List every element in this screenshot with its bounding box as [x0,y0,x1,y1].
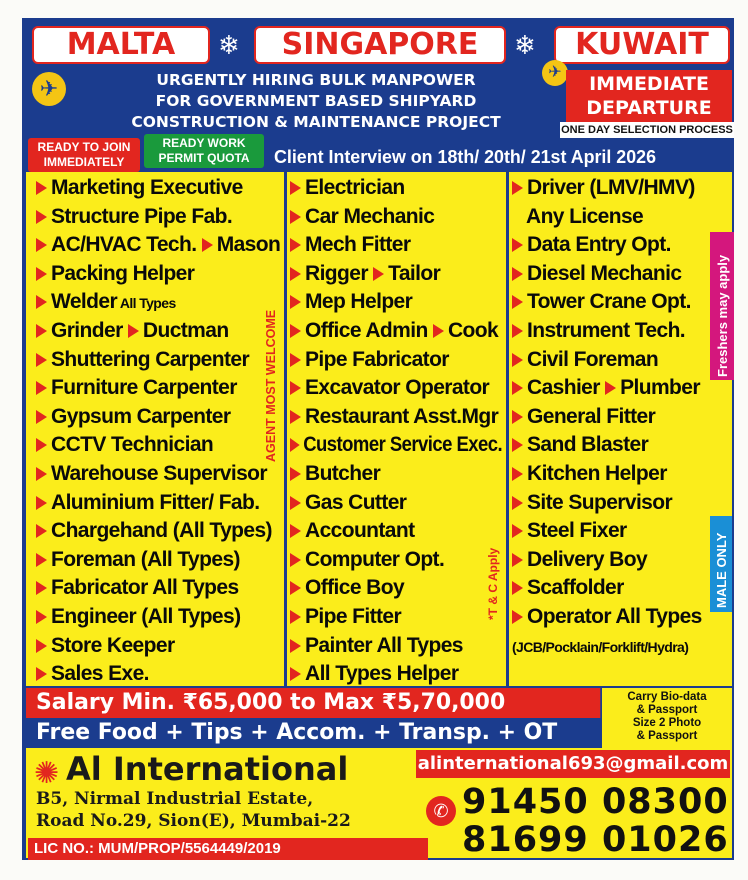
job-item [512,574,702,603]
job-item [290,203,531,232]
job-title: Welder [51,290,118,314]
job-title: Office Boy [305,576,405,600]
job-title: Furniture Carpenter [51,376,237,400]
company-address [36,788,351,832]
bullet-triangle-icon [36,210,47,224]
job-item [36,517,280,546]
job-title: Sand Blaster [527,433,649,457]
job-title: Store Keeper [51,633,175,657]
job-title: Any License [526,204,644,228]
bullet-triangle-icon [512,381,523,395]
benefits: Free Food + Tips + Accom. + Transp. + OT [26,718,600,748]
bullet-triangle-icon [290,438,300,452]
job-item [36,374,280,403]
job-item [512,632,702,661]
bullet-triangle-icon [433,324,444,338]
job-title: Customer Service Exec. [303,433,503,457]
bullet-triangle-icon [36,238,47,252]
job-item [290,489,531,518]
jobs-column-1 [36,174,280,689]
bullet-triangle-icon [290,553,301,567]
male-only-label: MALE ONLY [714,532,729,608]
interview-dates: Client Interview on 18th/ 20th/ 21st April 2026 [274,147,656,167]
bullet-triangle-icon [290,353,301,367]
job-item [290,660,531,689]
bullet-triangle-icon [36,667,47,681]
bullet-triangle-icon [290,295,301,309]
ready-to-join-badge [28,138,140,172]
job-item [512,260,702,289]
job-title: All Types Helper [305,662,459,686]
badge-line: IMMEDIATE [589,73,709,95]
job-title: Ductman [142,318,229,342]
agent-welcome-label: AGENT MOST WELCOME [264,309,278,462]
job-item [290,346,531,375]
note-line: & Passport [636,730,698,742]
bullet-triangle-icon [36,581,47,595]
job-title: CCTV Technician [51,433,214,457]
bullet-triangle-icon [512,524,523,538]
bullet-triangle-icon [128,324,139,338]
bullet-triangle-icon [512,353,523,367]
contact-section [26,748,732,858]
job-item [512,431,702,460]
job-title: General Fitter [527,404,656,428]
job-title: Electrician [305,176,405,199]
job-title: Scaffolder [527,576,624,600]
badge-line: PERMIT QUOTA [158,151,250,165]
bullet-triangle-icon [290,210,301,224]
freshers-tag [710,232,734,380]
jobs-column-3 [512,174,702,660]
note-line: Size 2 Photo [632,717,702,729]
documents-note [602,688,732,748]
job-item [290,288,531,317]
headline-line: URGENTLY HIRING BULK MANPOWER [156,71,476,89]
job-item [290,231,531,260]
bullet-triangle-icon [290,238,301,252]
job-item [290,403,531,432]
headline-line: FOR GOVERNMENT BASED SHIPYARD [155,92,477,110]
headline [96,70,536,133]
job-title: Tower Crane Opt. [527,290,691,314]
jobs-panel [26,172,732,686]
job-title: Chargehand (All Types) [51,519,272,543]
job-title: Operator All Types [527,604,702,628]
job-title: Restaurant Asst.Mgr [305,404,499,428]
job-item [36,174,280,203]
job-item [512,203,702,232]
job-title: Fabricator All Types [51,576,239,600]
freshers-label: Freshers may apply [715,254,730,377]
job-item [290,460,531,489]
bullet-triangle-icon [36,353,47,367]
bullet-triangle-icon [512,181,523,195]
job-title: Mep Helper [305,290,413,314]
phone-number-1[interactable]: 91450 08300 [462,782,729,822]
bullet-triangle-icon [36,324,47,338]
job-title: Tailor [388,261,441,285]
job-item [290,374,531,403]
job-title: Gas Cutter [305,490,407,514]
column-divider [284,172,287,686]
company-name-text: Al International [66,750,349,788]
job-item [290,517,531,546]
job-item [290,431,502,460]
bullet-triangle-icon [290,381,301,395]
globe-icon: ✺ [34,756,60,791]
bullet-triangle-icon [290,639,301,653]
male-only-tag [710,516,732,612]
job-item [512,603,702,632]
snowflake-icon: ❄ [514,30,536,60]
bullet-triangle-icon [512,295,523,309]
job-title: Instrument Tech. [527,318,686,342]
bullet-triangle-icon [512,496,523,510]
bullet-triangle-icon [290,610,301,624]
note-line: & Passport [636,704,698,716]
badge-line: DEPARTURE [586,97,712,119]
immediate-departure-badge [566,70,732,122]
job-title: Plumber [620,376,700,400]
bullet-triangle-icon [36,181,47,195]
country-kuwait: KUWAIT [554,26,730,64]
phone-number-2[interactable]: 81699 01026 [462,820,729,860]
bullet-triangle-icon [290,524,301,538]
tc-apply-label: *T & C Apply [486,547,500,620]
bullet-triangle-icon [290,324,301,338]
snowflake-icon: ❄ [218,30,240,60]
bullet-triangle-icon [512,581,523,595]
job-title: Butcher [305,461,381,485]
bullet-triangle-icon [290,667,301,681]
job-title: Painter All Types [305,633,463,657]
job-title: Car Mechanic [305,204,435,228]
job-item [512,317,702,346]
note-line: Carry Bio-data [627,691,707,703]
bullet-triangle-icon [512,553,523,567]
job-title: Computer Opt. [305,547,445,571]
job-item [36,203,280,232]
job-title: Excavator Operator [305,376,490,400]
job-title: Delivery Boy [527,547,648,571]
job-title: Mason [216,233,281,257]
job-item [36,288,280,317]
job-title: Civil Foreman [527,347,659,371]
job-title: Structure Pipe Fab. [51,204,233,228]
job-title: Marketing Executive [51,176,243,199]
address-line: B5, Nirmal Industrial Estate, [36,789,314,809]
job-title: (JCB/Pocklain/Forklift/Hydra) [512,638,689,655]
bullet-triangle-icon [36,467,47,481]
bullet-triangle-icon [36,496,47,510]
job-item [512,231,702,260]
job-title: Office Admin [305,318,428,342]
job-title: Site Supervisor [527,490,673,514]
job-title: Diesel Mechanic [527,261,682,285]
job-title: Accountant [305,519,415,543]
job-title: Cashier [527,376,600,400]
job-title: Cook [447,318,499,342]
job-item [36,603,280,632]
job-title-note: All Types [119,295,176,312]
bullet-triangle-icon [36,410,47,424]
job-item [36,403,280,432]
license-number: LIC NO.: MUM/PROP/5564449/2019 [28,838,428,860]
bullet-triangle-icon [36,438,47,452]
bullet-triangle-icon [290,496,301,510]
job-item [290,317,531,346]
one-day-selection: ONE DAY SELECTION PROCESS [561,124,733,136]
job-item [512,346,702,375]
job-item [36,574,280,603]
job-item [36,460,280,489]
badge-line: READY WORK [162,136,246,150]
job-item [290,174,531,203]
job-item [36,489,280,518]
company-name [34,750,348,789]
country-malta: MALTA [32,26,210,64]
job-item [512,174,702,203]
bullet-triangle-icon [512,610,523,624]
job-title: Data Entry Opt. [527,233,671,257]
bullet-triangle-icon [512,238,523,252]
bullet-triangle-icon [36,639,47,653]
job-item [36,231,280,260]
job-item [512,546,702,575]
job-title: Steel Fixer [527,519,627,543]
contact-email[interactable]: alinternational693@gmail.com [416,750,730,778]
plane-icon: ✈ [32,72,66,106]
bullet-triangle-icon [290,467,301,481]
bullet-triangle-icon [36,553,47,567]
job-item [36,632,280,661]
headline-line: CONSTRUCTION & MAINTENANCE PROJECT [131,113,501,131]
job-title: Aluminium Fitter/ Fab. [51,490,260,514]
job-title: AC/HVAC Tech. [51,233,197,257]
address-line: Road No.29, Sion(E), Mumbai-22 [36,811,351,831]
bullet-triangle-icon [512,438,523,452]
job-item [512,460,702,489]
job-item [512,403,702,432]
bullet-triangle-icon [512,324,523,338]
country-singapore: SINGAPORE [254,26,506,64]
job-title: Driver (LMV/HMV) [527,176,695,199]
job-title: Grinder [51,318,123,342]
country-bar [24,20,732,70]
job-title: Mech Fitter [305,233,411,257]
job-title: Gypsum Carpenter [51,404,231,428]
job-item [36,317,280,346]
bullet-triangle-icon [36,610,47,624]
column-divider [506,172,509,686]
job-title: Engineer (All Types) [51,604,241,628]
bullet-triangle-icon [512,410,523,424]
job-title: Sales Exe. [51,662,149,686]
job-title: Kitchen Helper [527,461,667,485]
job-item [36,546,280,575]
job-item [512,374,702,403]
job-item [290,260,531,289]
job-item [36,660,280,689]
job-item [512,288,702,317]
job-title: Foreman (All Types) [51,547,240,571]
bullet-triangle-icon [36,524,47,538]
bullet-triangle-icon [202,238,213,252]
job-item [36,346,280,375]
job-title: Packing Helper [51,261,195,285]
bullet-triangle-icon [290,410,301,424]
job-item [36,431,280,460]
bullet-triangle-icon [36,267,47,281]
job-title: Pipe Fitter [305,604,402,628]
badge-line: READY TO JOIN [37,140,131,154]
job-item [36,260,280,289]
bullet-triangle-icon [290,267,301,281]
job-title: Pipe Fabricator [305,347,449,371]
job-title: Shuttering Carpenter [51,347,250,371]
job-item [512,489,702,518]
plane-icon: ✈ [542,60,568,86]
job-item [512,517,702,546]
job-item [290,632,531,661]
bullet-triangle-icon [512,267,523,281]
bullet-triangle-icon [36,295,47,309]
bullet-triangle-icon [605,381,616,395]
job-advertisement [22,18,734,860]
bullet-triangle-icon [36,381,47,395]
bullet-triangle-icon [290,181,301,195]
ready-work-permit-badge [144,134,264,168]
job-title: Rigger [305,261,368,285]
job-title: Warehouse Supervisor [51,461,267,485]
bullet-triangle-icon [373,267,384,281]
phone-icon: ✆ [426,796,456,826]
salary-range: Salary Min. ₹65,000 to Max ₹5,70,000 [26,688,600,718]
badge-line: IMMEDIATELY [43,155,125,169]
bullet-triangle-icon [290,581,301,595]
bullet-triangle-icon [512,467,523,481]
